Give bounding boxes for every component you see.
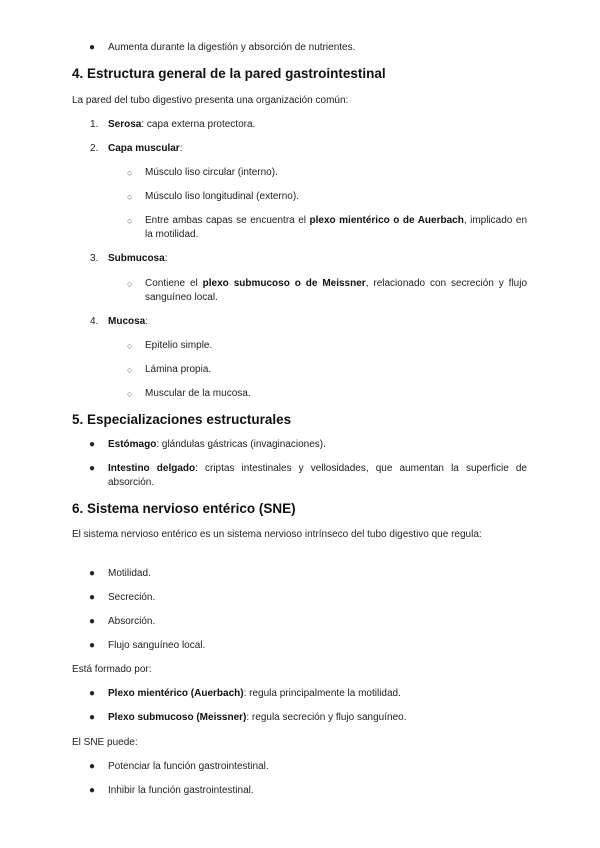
sub-list-item: Muscular de la mucosa. (145, 388, 251, 399)
section-5-heading: 5. Especializaciones estructurales (72, 412, 292, 427)
text: , relacionado con secreción y flujo sanguíneo local. (145, 278, 528, 303)
formado-intro: Está formado por: (72, 664, 152, 675)
bullet-glyph: ● (89, 640, 96, 651)
circle-glyph: ○ (127, 168, 133, 178)
text: Contiene el (145, 278, 203, 289)
sub-list-item (145, 277, 527, 305)
section-6-intro: El sistema nervioso entérico es un sistema nervioso intrínseco del tubo digestivo que regula: (72, 529, 482, 540)
list-item: Secreción. (108, 592, 156, 603)
circle-glyph: ○ (127, 365, 133, 375)
list-number: 3. (90, 253, 99, 264)
term: Serosa (108, 119, 142, 130)
list-item-estomago (108, 438, 527, 452)
sub-list-item: Músculo liso circular (interno). (145, 167, 278, 178)
list-item: Aumenta durante la digestión y absorción de nutrientes. (108, 42, 356, 53)
section-4-intro: La pared del tubo digestivo presenta una organización común: (72, 95, 349, 106)
definition: : criptas intestinales y vellosidades, que aumentan la superficie de absorción. (108, 463, 527, 488)
circle-glyph: ○ (127, 192, 133, 202)
circle-glyph: ○ (127, 389, 133, 399)
bullet-glyph: ● (89, 463, 96, 474)
term: Plexo submucoso (Meissner) (108, 712, 247, 723)
bullet-glyph: ● (89, 42, 96, 53)
circle-glyph: ○ (127, 216, 133, 226)
list-item-intestino (108, 462, 527, 490)
sub-list-item: Lámina propia. (145, 364, 212, 375)
term: Intestino delgado (108, 463, 196, 474)
bullet-glyph: ● (89, 616, 96, 627)
term: Mucosa (108, 316, 146, 327)
list-number: 2. (90, 143, 99, 154)
list-item-capa-muscular (108, 142, 527, 156)
sub-list-item (145, 214, 527, 242)
list-item-submucosa (108, 252, 527, 266)
bullet-glyph: ● (89, 568, 96, 579)
definition: : (179, 143, 183, 154)
list-item-plexo-submucoso (108, 711, 527, 725)
sub-list-item: Músculo liso longitudinal (externo). (145, 191, 299, 202)
bullet-glyph: ● (89, 688, 96, 699)
section-4-heading: 4. Estructura general de la pared gastrointestinal (72, 66, 386, 81)
circle-glyph: ○ (127, 279, 133, 289)
text: , implicado en la motilidad. (145, 215, 528, 240)
bullet-glyph: ● (89, 439, 96, 450)
puede-intro: El SNE puede: (72, 737, 138, 748)
definition: : (145, 316, 149, 327)
list-item: Potenciar la función gastrointestinal. (108, 761, 269, 772)
definition: : regula principalmente la motilidad. (243, 688, 401, 699)
term: plexo mientérico o de Auerbach (309, 215, 464, 226)
definition: : regula secreción y flujo sanguíneo. (246, 712, 407, 723)
text: Entre ambas capas se encuentra el (145, 215, 310, 226)
list-item: Absorción. (108, 616, 156, 627)
list-number: 1. (90, 119, 99, 130)
list-item-mucosa (108, 315, 527, 329)
list-item-plexo-mienterico (108, 687, 527, 701)
list-number: 4. (90, 316, 99, 327)
definition: : capa externa protectora. (141, 119, 256, 130)
sub-list-item: Epitelio simple. (145, 340, 213, 351)
definition: : (164, 253, 168, 264)
section-6-heading: 6. Sistema nervioso entérico (SNE) (72, 501, 296, 516)
list-item: Inhibir la función gastrointestinal. (108, 785, 254, 796)
circle-glyph: ○ (127, 341, 133, 351)
list-item-serosa (108, 118, 527, 132)
term: Estómago (108, 439, 157, 450)
bullet-glyph: ● (89, 712, 96, 723)
bullet-glyph: ● (89, 785, 96, 796)
bullet-glyph: ● (89, 761, 96, 772)
term: Capa muscular (108, 143, 180, 154)
list-item: Flujo sanguíneo local. (108, 640, 206, 651)
term: Plexo mientérico (Auerbach) (108, 688, 244, 699)
term: Submucosa (108, 253, 165, 264)
definition: : glándulas gástricas (invaginaciones). (156, 439, 326, 450)
term: plexo submucoso o de Meissner (202, 278, 366, 289)
bullet-glyph: ● (89, 592, 96, 603)
list-item: Motilidad. (108, 568, 151, 579)
